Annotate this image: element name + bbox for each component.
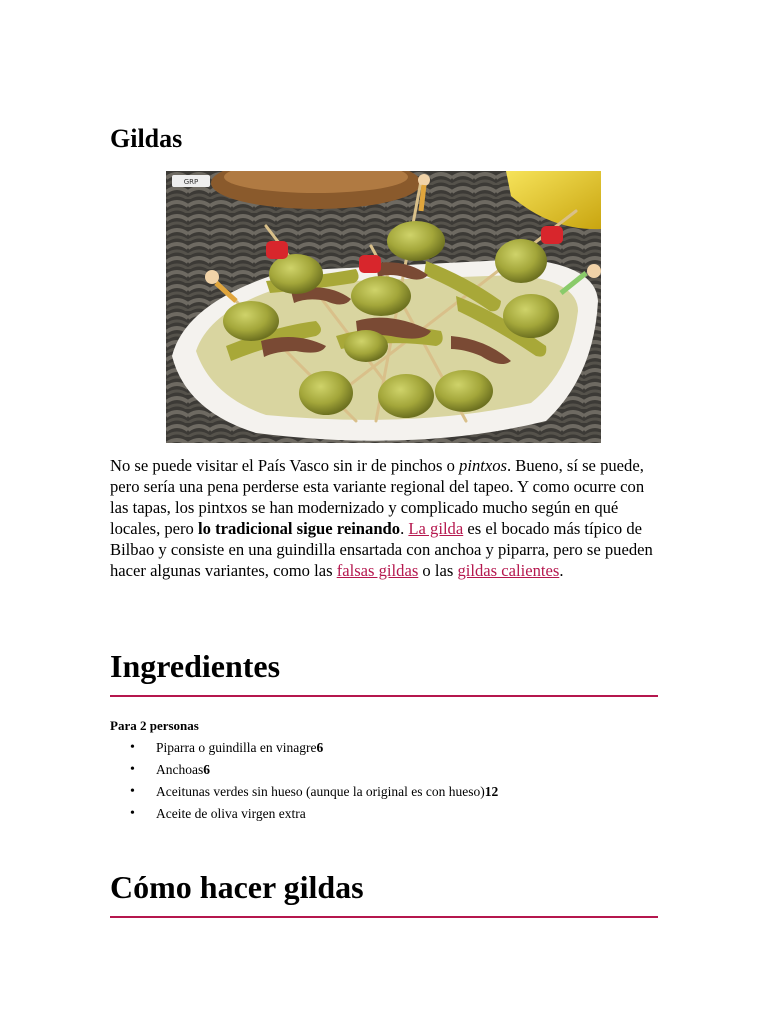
link-gildas-calientes[interactable]: gildas calientes	[457, 561, 560, 580]
photo-logo-text: GRP	[183, 178, 199, 186]
gildas-photo	[166, 171, 601, 443]
list-item	[110, 803, 498, 825]
intro-text-1: No se puede visitar el País Vasco sin ir de pinchos o	[110, 456, 460, 475]
ingredient-name: Aceitunas verdes sin hueso (aunque la original es con hueso)	[156, 784, 485, 799]
intro-paragraph	[110, 455, 662, 581]
ingredients-heading: Ingredientes	[110, 648, 658, 697]
link-la-gilda[interactable]: La gilda	[408, 519, 464, 538]
ingredient-qty: 6	[203, 762, 210, 777]
ingredient-qty: 12	[484, 784, 499, 799]
intro-text-5: o las	[418, 561, 458, 580]
ingredient-name: Piparra o guindilla en vinagre	[156, 740, 317, 755]
page-title: Gildas	[110, 124, 183, 153]
list-item	[110, 737, 498, 759]
list-item	[110, 781, 498, 803]
intro-text-4: es el bocado más típico de Bilbao y consiste en una guindilla ensartada con anchoa y piparra, pero se pueden hacer algunas variantes, como las	[110, 519, 653, 580]
servings-label: Para 2 personas	[110, 718, 199, 733]
intro-emphasis: pintxos	[459, 456, 507, 475]
ingredient-name: Aceite de oliva virgen extra	[156, 806, 306, 821]
how-to-heading: Cómo hacer gildas	[110, 869, 658, 918]
ingredients-list	[110, 737, 498, 825]
intro-text-2: . Bueno, sí se puede, pero sería una pena perderse esta variante regional del tapeo. Y como ocurre con las tapas, los pintxos se han modernizado y complicado mucho según en qué locales, pero	[110, 456, 645, 538]
ingredient-name: Anchoas	[156, 762, 204, 777]
ingredient-qty: 6	[316, 740, 324, 755]
intro-text-3: .	[400, 519, 409, 538]
link-falsas-gildas[interactable]: falsas gildas	[336, 561, 419, 580]
intro-text-6: .	[559, 561, 564, 580]
list-item	[110, 759, 498, 781]
intro-bold: lo tradicional sigue reinando	[198, 519, 401, 538]
